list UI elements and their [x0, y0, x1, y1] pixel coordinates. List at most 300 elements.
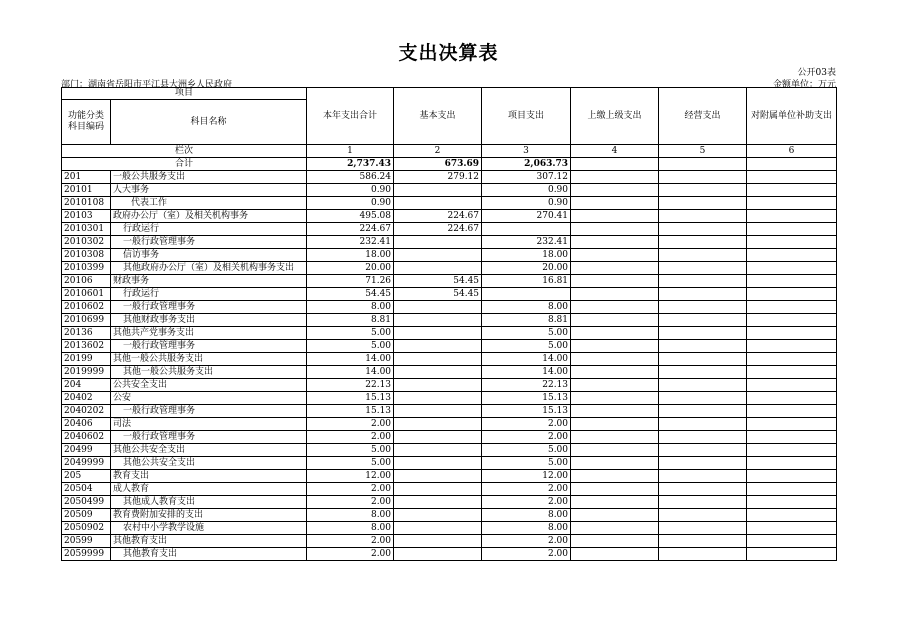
- subject-name-cell: 政府办公厅（室）及相关机构事务: [111, 210, 307, 223]
- upper-cell: [571, 171, 659, 184]
- table-row: [62, 431, 837, 444]
- project-cell: 2.00: [482, 483, 571, 496]
- subject-name-cell: 其他一般公共服务支出: [111, 353, 307, 366]
- upper-cell: [571, 470, 659, 483]
- total-cell: 18.00: [307, 249, 394, 262]
- total-cell: 71.26: [307, 275, 394, 288]
- table-row: [62, 340, 837, 353]
- total-cell: 2.00: [307, 418, 394, 431]
- code-cell: 20406: [62, 418, 111, 431]
- basic-cell: [394, 496, 482, 509]
- operate-cell: [659, 353, 747, 366]
- subject-name-cell: 行政运行: [111, 223, 307, 236]
- subsidy-cell: [747, 301, 837, 314]
- subsidy-cell: [747, 535, 837, 548]
- operate-cell: [659, 314, 747, 327]
- total-cell: 8.00: [307, 522, 394, 535]
- subject-name-cell: 司法: [111, 418, 307, 431]
- header-col-num: 2: [394, 145, 482, 158]
- subsidy-cell: [747, 249, 837, 262]
- upper-cell: [571, 405, 659, 418]
- code-cell: 20106: [62, 275, 111, 288]
- table-row: [62, 548, 837, 561]
- operate-cell: [659, 522, 747, 535]
- basic-cell: [394, 340, 482, 353]
- table-row: [62, 509, 837, 522]
- code-cell: 205: [62, 470, 111, 483]
- operate-cell: [659, 405, 747, 418]
- project-cell: 15.13: [482, 392, 571, 405]
- total-cell: 2.00: [307, 483, 394, 496]
- subject-name-cell: 公安: [111, 392, 307, 405]
- code-cell: 20136: [62, 327, 111, 340]
- basic-cell: [394, 431, 482, 444]
- project-cell: 307.12: [482, 171, 571, 184]
- basic-cell: [394, 548, 482, 561]
- subsidy-cell: [747, 418, 837, 431]
- upper-cell: [571, 509, 659, 522]
- subject-name-cell: 其他教育支出: [111, 535, 307, 548]
- operate-cell: [659, 483, 747, 496]
- subsidy-cell: [747, 236, 837, 249]
- basic-cell: 54.45: [394, 275, 482, 288]
- subject-name-cell: 一般行政管理事务: [111, 340, 307, 353]
- upper-cell: [571, 262, 659, 275]
- total-cell: 495.08: [307, 210, 394, 223]
- basic-cell: [394, 509, 482, 522]
- basic-cell: [394, 392, 482, 405]
- code-cell: 201: [62, 171, 111, 184]
- code-cell: 2010302: [62, 236, 111, 249]
- total-cell: 5.00: [307, 457, 394, 470]
- project-cell: 12.00: [482, 470, 571, 483]
- subject-name-cell: 一般行政管理事务: [111, 301, 307, 314]
- total-cell: 20.00: [307, 262, 394, 275]
- subsidy-cell: [747, 288, 837, 301]
- total-cell: 12.00: [307, 470, 394, 483]
- subsidy-cell: [747, 548, 837, 561]
- subject-name-cell: 财政事务: [111, 275, 307, 288]
- operate-cell: [659, 171, 747, 184]
- subsidy-cell: [747, 405, 837, 418]
- operate-cell: [659, 392, 747, 405]
- project-cell: 8.00: [482, 522, 571, 535]
- subject-name-cell: 其他财政事务支出: [111, 314, 307, 327]
- table-row: [62, 496, 837, 509]
- basic-cell: [394, 327, 482, 340]
- upper-cell: [571, 184, 659, 197]
- upper-cell: [571, 535, 659, 548]
- operate-cell: [659, 379, 747, 392]
- operate-cell: [659, 288, 747, 301]
- table-header: [62, 88, 837, 171]
- code-cell: 2040602: [62, 431, 111, 444]
- basic-cell: [394, 249, 482, 262]
- total-cell: 586.24: [307, 171, 394, 184]
- subject-name-cell: 一般公共服务支出: [111, 171, 307, 184]
- upper-cell: [571, 249, 659, 262]
- table-row: [62, 184, 837, 197]
- total-cell: 22.13: [307, 379, 394, 392]
- operate-cell: [659, 431, 747, 444]
- subject-name-cell: 教育费附加安排的支出: [111, 509, 307, 522]
- upper-cell: [571, 223, 659, 236]
- table-body: [62, 171, 837, 561]
- operate-cell: [659, 327, 747, 340]
- basic-cell: [394, 535, 482, 548]
- code-cell: 2050499: [62, 496, 111, 509]
- code-cell: 20199: [62, 353, 111, 366]
- code-cell: 2010108: [62, 197, 111, 210]
- subject-name-cell: 其他公共安全支出: [111, 444, 307, 457]
- subsidy-cell: [747, 496, 837, 509]
- table-row: [62, 483, 837, 496]
- table-row: [62, 314, 837, 327]
- table-row: [62, 223, 837, 236]
- total-cell: 2.00: [307, 431, 394, 444]
- table-row: [62, 210, 837, 223]
- total-cell: 8.81: [307, 314, 394, 327]
- operate-cell: [659, 496, 747, 509]
- header-subsidy: 对附属单位补助支出: [747, 88, 837, 145]
- table-row: [62, 366, 837, 379]
- subject-name-cell: 信访事务: [111, 249, 307, 262]
- header-basic: 基本支出: [394, 88, 482, 145]
- code-cell: 2010601: [62, 288, 111, 301]
- code-cell: 2050902: [62, 522, 111, 535]
- header-subject-name: 科目名称: [111, 100, 307, 145]
- header-col-num: 1: [307, 145, 394, 158]
- project-cell: 20.00: [482, 262, 571, 275]
- basic-cell: 224.67: [394, 210, 482, 223]
- total-sum: 2,737.43: [307, 158, 394, 171]
- header-operate: 经营支出: [659, 88, 747, 145]
- subsidy-cell: [747, 314, 837, 327]
- subsidy-cell: [747, 171, 837, 184]
- code-cell: 2010308: [62, 249, 111, 262]
- code-cell: 2010699: [62, 314, 111, 327]
- upper-cell: [571, 379, 659, 392]
- subject-name-cell: 一般行政管理事务: [111, 431, 307, 444]
- project-cell: 15.13: [482, 405, 571, 418]
- project-cell: 2.00: [482, 431, 571, 444]
- header-upper: 上缴上级支出: [571, 88, 659, 145]
- total-cell: 54.45: [307, 288, 394, 301]
- project-cell: 22.13: [482, 379, 571, 392]
- subsidy-cell: [747, 444, 837, 457]
- subject-name-cell: 一般行政管理事务: [111, 405, 307, 418]
- table-row: [62, 288, 837, 301]
- upper-cell: [571, 210, 659, 223]
- upper-cell: [571, 431, 659, 444]
- project-cell: 2.00: [482, 418, 571, 431]
- project-cell: [482, 288, 571, 301]
- table-row: [62, 535, 837, 548]
- project-cell: 5.00: [482, 327, 571, 340]
- basic-cell: [394, 444, 482, 457]
- subsidy-cell: [747, 353, 837, 366]
- total-cell: 5.00: [307, 327, 394, 340]
- operate-cell: [659, 340, 747, 353]
- basic-cell: [394, 483, 482, 496]
- table-row: [62, 171, 837, 184]
- header-index-label: 栏次: [62, 145, 307, 158]
- operate-cell: [659, 262, 747, 275]
- total-upper: [571, 158, 659, 171]
- project-cell: 8.81: [482, 314, 571, 327]
- subject-name-cell: 教育支出: [111, 470, 307, 483]
- total-cell: 15.13: [307, 392, 394, 405]
- project-cell: 2.00: [482, 548, 571, 561]
- header-project-expense: 项目支出: [482, 88, 571, 145]
- code-cell: 20504: [62, 483, 111, 496]
- subject-name-cell: 公共安全支出: [111, 379, 307, 392]
- table-row: [62, 379, 837, 392]
- operate-cell: [659, 275, 747, 288]
- department-label: 部门：湖南省岳阳市平江县大洲乡人民政府: [61, 80, 233, 90]
- subject-name-cell: 其他一般公共服务支出: [111, 366, 307, 379]
- total-cell: 15.13: [307, 405, 394, 418]
- operate-cell: [659, 535, 747, 548]
- code-cell: 20101: [62, 184, 111, 197]
- header-col-num: 3: [482, 145, 571, 158]
- basic-cell: [394, 379, 482, 392]
- upper-cell: [571, 457, 659, 470]
- operate-cell: [659, 184, 747, 197]
- table-row: [62, 301, 837, 314]
- operate-cell: [659, 509, 747, 522]
- total-cell: 0.90: [307, 197, 394, 210]
- subject-name-cell: 成人教育: [111, 483, 307, 496]
- upper-cell: [571, 288, 659, 301]
- header-col-num: 5: [659, 145, 747, 158]
- operate-cell: [659, 470, 747, 483]
- table-row: [62, 392, 837, 405]
- upper-cell: [571, 496, 659, 509]
- subject-name-cell: 代表工作: [111, 197, 307, 210]
- operate-cell: [659, 457, 747, 470]
- table-row: [62, 470, 837, 483]
- basic-cell: [394, 353, 482, 366]
- code-cell: 2010399: [62, 262, 111, 275]
- operate-cell: [659, 236, 747, 249]
- table-row: [62, 444, 837, 457]
- upper-cell: [571, 522, 659, 535]
- total-basic: 673.69: [394, 158, 482, 171]
- project-cell: [482, 223, 571, 236]
- total-cell: 14.00: [307, 353, 394, 366]
- total-cell: 0.90: [307, 184, 394, 197]
- basic-cell: 54.45: [394, 288, 482, 301]
- unit-label: 金额单位：万元: [772, 80, 836, 90]
- header-project: 项目: [62, 88, 307, 100]
- subsidy-cell: [747, 392, 837, 405]
- project-cell: 16.81: [482, 275, 571, 288]
- basic-cell: [394, 470, 482, 483]
- header-func-code: 功能分类科目编码: [62, 100, 111, 145]
- project-cell: 232.41: [482, 236, 571, 249]
- subsidy-cell: [747, 379, 837, 392]
- subject-name-cell: 行政运行: [111, 288, 307, 301]
- total-project: 2,063.73: [482, 158, 571, 171]
- subsidy-cell: [747, 210, 837, 223]
- upper-cell: [571, 340, 659, 353]
- page-title: 支出决算表: [398, 42, 499, 64]
- table-row: [62, 249, 837, 262]
- total-cell: 224.67: [307, 223, 394, 236]
- code-cell: 2040202: [62, 405, 111, 418]
- upper-cell: [571, 327, 659, 340]
- project-cell: 0.90: [482, 197, 571, 210]
- operate-cell: [659, 197, 747, 210]
- subject-name-cell: 其他政府办公厅（室）及相关机构事务支出: [111, 262, 307, 275]
- code-cell: 20509: [62, 509, 111, 522]
- table-row: [62, 262, 837, 275]
- subsidy-cell: [747, 483, 837, 496]
- upper-cell: [571, 444, 659, 457]
- project-cell: 8.00: [482, 301, 571, 314]
- subject-name-cell: 农村中小学教学设施: [111, 522, 307, 535]
- upper-cell: [571, 548, 659, 561]
- total-label: 合计: [62, 158, 307, 171]
- header-total: 本年支出合计: [307, 88, 394, 145]
- subject-name-cell: 其他成人教育支出: [111, 496, 307, 509]
- upper-cell: [571, 418, 659, 431]
- code-cell: 2010301: [62, 223, 111, 236]
- table-row: [62, 522, 837, 535]
- total-cell: 14.00: [307, 366, 394, 379]
- code-cell: 2059999: [62, 548, 111, 561]
- total-cell: 8.00: [307, 509, 394, 522]
- basic-cell: [394, 418, 482, 431]
- subject-name-cell: 其他共产党事务支出: [111, 327, 307, 340]
- basic-cell: [394, 236, 482, 249]
- basic-cell: [394, 457, 482, 470]
- project-cell: 2.00: [482, 535, 571, 548]
- subsidy-cell: [747, 457, 837, 470]
- code-cell: 20499: [62, 444, 111, 457]
- project-cell: 0.90: [482, 184, 571, 197]
- basic-cell: [394, 366, 482, 379]
- basic-cell: [394, 314, 482, 327]
- total-cell: 2.00: [307, 535, 394, 548]
- operate-cell: [659, 418, 747, 431]
- upper-cell: [571, 236, 659, 249]
- operate-cell: [659, 301, 747, 314]
- table-row: [62, 457, 837, 470]
- basic-cell: [394, 301, 482, 314]
- basic-cell: [394, 522, 482, 535]
- table-row: [62, 236, 837, 249]
- total-operate: [659, 158, 747, 171]
- total-cell: 5.00: [307, 340, 394, 353]
- total-cell: 8.00: [307, 301, 394, 314]
- total-cell: 2.00: [307, 548, 394, 561]
- operate-cell: [659, 223, 747, 236]
- upper-cell: [571, 275, 659, 288]
- form-code: 公开03表: [797, 68, 836, 78]
- subsidy-cell: [747, 262, 837, 275]
- operate-cell: [659, 366, 747, 379]
- basic-cell: [394, 405, 482, 418]
- code-cell: 20599: [62, 535, 111, 548]
- subsidy-cell: [747, 275, 837, 288]
- subject-name-cell: 其他公共安全支出: [111, 457, 307, 470]
- table-row: [62, 405, 837, 418]
- subsidy-cell: [747, 509, 837, 522]
- subsidy-cell: [747, 522, 837, 535]
- table-row: [62, 197, 837, 210]
- operate-cell: [659, 210, 747, 223]
- project-cell: 5.00: [482, 444, 571, 457]
- upper-cell: [571, 301, 659, 314]
- table-row: [62, 353, 837, 366]
- upper-cell: [571, 353, 659, 366]
- project-cell: 14.00: [482, 366, 571, 379]
- subsidy-cell: [747, 197, 837, 210]
- total-subsidy: [747, 158, 837, 171]
- subject-name-cell: 其他教育支出: [111, 548, 307, 561]
- operate-cell: [659, 249, 747, 262]
- basic-cell: [394, 197, 482, 210]
- subject-name-cell: 一般行政管理事务: [111, 236, 307, 249]
- total-cell: 232.41: [307, 236, 394, 249]
- project-cell: 2.00: [482, 496, 571, 509]
- expenditure-table: [61, 87, 837, 561]
- subsidy-cell: [747, 470, 837, 483]
- subsidy-cell: [747, 431, 837, 444]
- subsidy-cell: [747, 184, 837, 197]
- project-cell: 5.00: [482, 340, 571, 353]
- total-row: [62, 158, 837, 171]
- upper-cell: [571, 197, 659, 210]
- code-cell: 2010602: [62, 301, 111, 314]
- code-cell: 20103: [62, 210, 111, 223]
- subsidy-cell: [747, 223, 837, 236]
- project-cell: 8.00: [482, 509, 571, 522]
- upper-cell: [571, 314, 659, 327]
- operate-cell: [659, 444, 747, 457]
- upper-cell: [571, 392, 659, 405]
- project-cell: 5.00: [482, 457, 571, 470]
- subsidy-cell: [747, 366, 837, 379]
- code-cell: 2013602: [62, 340, 111, 353]
- basic-cell: 224.67: [394, 223, 482, 236]
- subsidy-cell: [747, 327, 837, 340]
- project-cell: 14.00: [482, 353, 571, 366]
- project-cell: 18.00: [482, 249, 571, 262]
- code-cell: 204: [62, 379, 111, 392]
- code-cell: 2019999: [62, 366, 111, 379]
- basic-cell: 279.12: [394, 171, 482, 184]
- header-col-num: 6: [747, 145, 837, 158]
- header-col-num: 4: [571, 145, 659, 158]
- table-row: [62, 418, 837, 431]
- subject-name-cell: 人大事务: [111, 184, 307, 197]
- upper-cell: [571, 483, 659, 496]
- operate-cell: [659, 548, 747, 561]
- code-cell: 20402: [62, 392, 111, 405]
- basic-cell: [394, 262, 482, 275]
- table-row: [62, 275, 837, 288]
- table-row: [62, 327, 837, 340]
- upper-cell: [571, 366, 659, 379]
- total-cell: 5.00: [307, 444, 394, 457]
- project-cell: 270.41: [482, 210, 571, 223]
- subsidy-cell: [747, 340, 837, 353]
- total-cell: 2.00: [307, 496, 394, 509]
- code-cell: 2049999: [62, 457, 111, 470]
